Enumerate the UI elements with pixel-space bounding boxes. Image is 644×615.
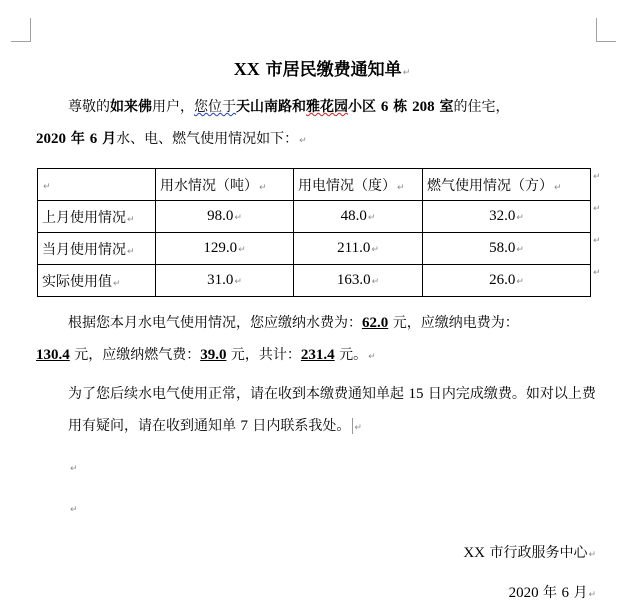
table-row bbox=[38, 201, 591, 233]
paragraph-mark-icon: ↵ bbox=[588, 590, 596, 600]
empty-paragraph-mark-icon: ↵ bbox=[70, 464, 78, 474]
row-end-mark-icon: ↵ bbox=[593, 236, 601, 246]
page-corner-mark-top-left bbox=[11, 18, 31, 42]
grammar-flag: 您位于 bbox=[194, 99, 236, 115]
table-row bbox=[38, 265, 591, 297]
gas-cell[interactable]: 26.0↵ bbox=[423, 265, 591, 297]
electricity-fee: 130.4 bbox=[36, 347, 70, 363]
address-road: 天山南路和 bbox=[236, 99, 306, 115]
gas-cell[interactable]: 58.0↵ bbox=[423, 233, 591, 265]
row-end-mark-icon: ↵ bbox=[593, 204, 601, 214]
table-header-cell[interactable]: 用电情况（度）↵ bbox=[294, 169, 423, 201]
signature-org: XX 市行政服务中心↵ bbox=[463, 545, 596, 561]
water-fee: 62.0 bbox=[362, 315, 389, 331]
spelling-flag-estate: 雅花园 bbox=[306, 99, 348, 115]
table-header-row bbox=[38, 169, 591, 201]
paragraph-mark-icon: ↵ bbox=[588, 550, 596, 560]
gas-cell[interactable]: 32.0↵ bbox=[423, 201, 591, 233]
paragraph-mark-icon: ↵ bbox=[368, 352, 376, 362]
notice-paragraph[interactable]: 为了您后续水电气使用正常，请在收到本缴费通知单起 15 日内完成缴费。如对以上费用有疑问，请在收到通知单 7 日内联系我处。 ↵ bbox=[68, 386, 596, 434]
row-label[interactable]: 当月使用情况↵ bbox=[38, 233, 156, 265]
water-cell[interactable]: 98.0↵ bbox=[156, 201, 294, 233]
row-label[interactable]: 上月使用情况↵ bbox=[38, 201, 156, 233]
total-fee: 231.4 bbox=[300, 347, 335, 363]
electricity-cell[interactable]: 211.0↵ bbox=[294, 233, 423, 265]
electricity-cell[interactable]: 163.0↵ bbox=[294, 265, 423, 297]
table-header-cell[interactable]: 燃气使用情况（方）↵ bbox=[423, 169, 591, 201]
usage-table[interactable] bbox=[37, 168, 591, 297]
paragraph-mark-icon: ↵ bbox=[299, 136, 307, 146]
table-header-cell[interactable]: 用水情况（吨）↵ bbox=[156, 169, 294, 201]
fees-paragraph[interactable]: 根据您本月水电气使用情况，您应缴纳水费为：62.0 元，应缴纳电费为： 130.4 元，应缴纳燃气费：39.0 元，共计：231.4 元。↵ bbox=[36, 315, 519, 363]
signature-date: 2020 年 6 月↵ bbox=[508, 585, 596, 601]
water-cell[interactable]: 129.0↵ bbox=[156, 233, 294, 265]
water-cell[interactable]: 31.0↵ bbox=[156, 265, 294, 297]
row-label[interactable]: 实际使用值↵ bbox=[38, 265, 156, 297]
empty-paragraph-mark-icon: ↵ bbox=[70, 505, 78, 515]
electricity-cell[interactable]: 48.0↵ bbox=[294, 201, 423, 233]
row-end-mark-icon: ↵ bbox=[593, 172, 601, 182]
page-corner-mark-top-right bbox=[596, 18, 616, 42]
customer-name: 如来佛 bbox=[110, 99, 152, 115]
gas-fee: 39.0 bbox=[200, 347, 227, 363]
paragraph-mark-icon: ↵ bbox=[354, 423, 362, 433]
document-title: XX 市居民缴费通知单↵ bbox=[233, 59, 411, 80]
paragraph-mark-icon: ↵ bbox=[402, 68, 411, 78]
table-row bbox=[38, 233, 591, 265]
greeting-paragraph[interactable]: 尊敬的如来佛用户，您位于天山南路和雅花园小区 6 栋 208 室的住宅， 2020 年 6 月水、电、燃气使用情况如下：↵ bbox=[36, 99, 510, 147]
row-end-mark-icon: ↵ bbox=[593, 268, 601, 278]
table-header-cell-empty[interactable]: ↵ bbox=[38, 169, 156, 201]
